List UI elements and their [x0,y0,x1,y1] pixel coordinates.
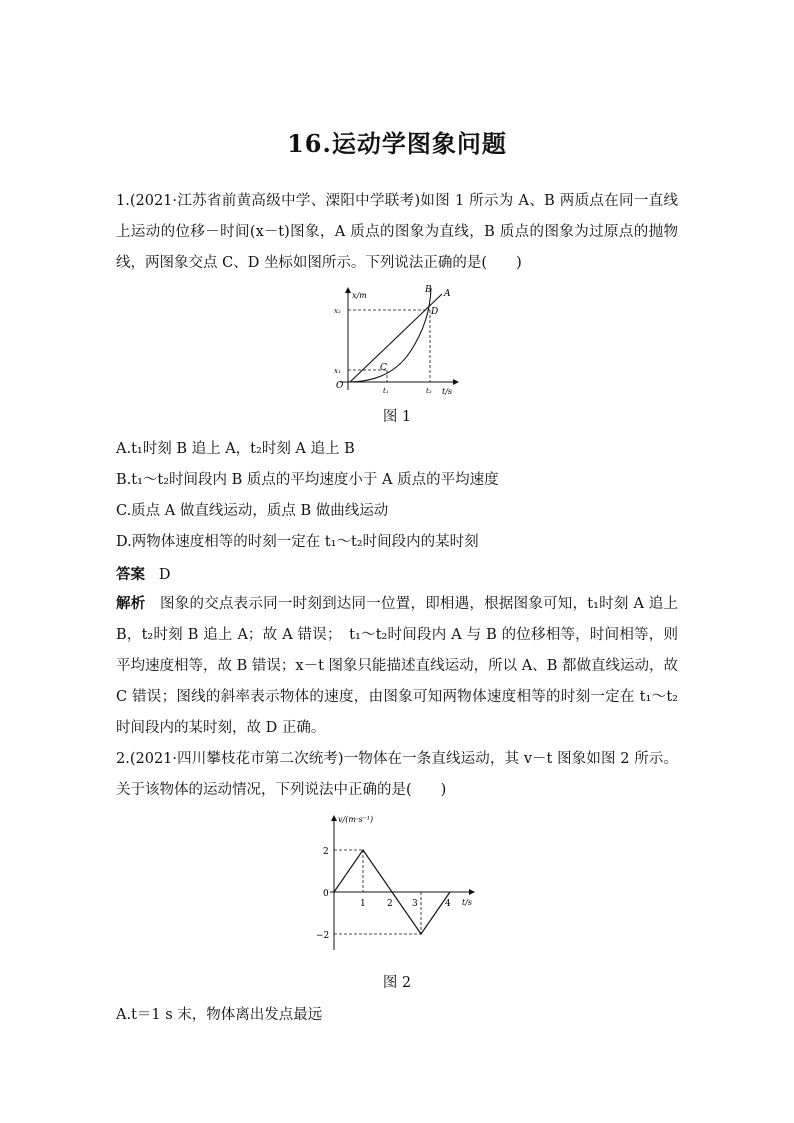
figure-1-xt-graph [330,282,470,400]
q2-option-a: A.t＝1 s 末，物体离出发点最远 [116,1007,323,1023]
label-a: A [444,289,451,299]
label-c: C [380,363,387,373]
x1-label: x₁ [334,367,341,375]
analysis-label: 解析 [116,595,146,612]
origin-label: O [336,381,344,391]
page-title: 16.运动学图象问题 [287,129,507,158]
tick-label-v2: 2 [323,847,329,857]
tick-label-t4: 4 [445,899,451,909]
option-d: D.两物体速度相等的时刻一定在 t₁～t₂时间段内的某时刻 [116,534,479,550]
t1-label: t₁ [383,387,389,395]
label-d: D [431,307,439,317]
answer-value: D [158,567,171,583]
analysis-block [116,588,678,744]
t2-label: t₂ [426,387,432,395]
answer-row [116,563,170,584]
option-c: C.质点 A 做直线运动，质点 B 做曲线运动 [116,503,389,519]
tick-label-vneg2: −2 [316,931,330,941]
t-axis-label: t/s [462,898,473,907]
question-2-text: 2.(2021·四川攀枝花市第二次统考)一物体在一条直线运动，其 v－t 图象如图 2 所示。关于该物体的运动情况，下列说法中正确的是( ) [116,751,678,798]
question-1-text: 1.(2021·江苏省前黄高级中学、溧阳中学联考)如图 1 所示为 A、B 两质点在同一直线上运动的位移－时间(x－t)图象，A 质点的图象为直线，B 质点的图象为过原点的抛物线，两图象交点 C、D 坐标如图所示。下列说法正确的是( ) [116,193,678,271]
v-axis-label: v/(m·s⁻¹) [338,815,374,824]
x-axis-label: t/s [442,387,453,396]
y-axis-label: x/m [352,291,367,300]
figure-1-caption: 图 1 [382,409,412,425]
line-a [350,294,442,382]
label-b: B [425,285,432,295]
x2-label: x₂ [334,307,341,315]
tick-label-t1: 1 [360,899,366,909]
answer-label: 答案 [116,566,145,583]
option-b: B.t₁～t₂时间段内 B 质点的平均速度小于 A 质点的平均速度 [116,472,499,488]
tick-label-t2: 2 [387,899,393,909]
figure-2-vt-graph [312,812,482,954]
origin-label: 0 [323,889,329,899]
tick-label-t3: 3 [412,899,418,909]
analysis-text: 图象的交点表示同一时刻到达同一位置，即相遇，根据图象可知，t₁时刻 A 追上 B，t₂时刻 B 追上 A；故 A 错误； t₁～t₂时间段内 A 与 B 的位移相等，时间相等，则平均速度相等，故 B 错误；x－t 图象只能描述直线运动，所以 A、B 都做直线运动，故 C 错误；图线的斜率表示物体的速度，由图象可知两物体速度相等的时刻一定在 t₁～t₂时间段内的某时刻，故 D 正确。 [116,596,679,736]
curve-b [348,288,431,382]
figure-2-caption: 图 2 [382,975,412,991]
option-a: A.t₁时刻 B 追上 A，t₂时刻 A 追上 B [116,441,355,457]
